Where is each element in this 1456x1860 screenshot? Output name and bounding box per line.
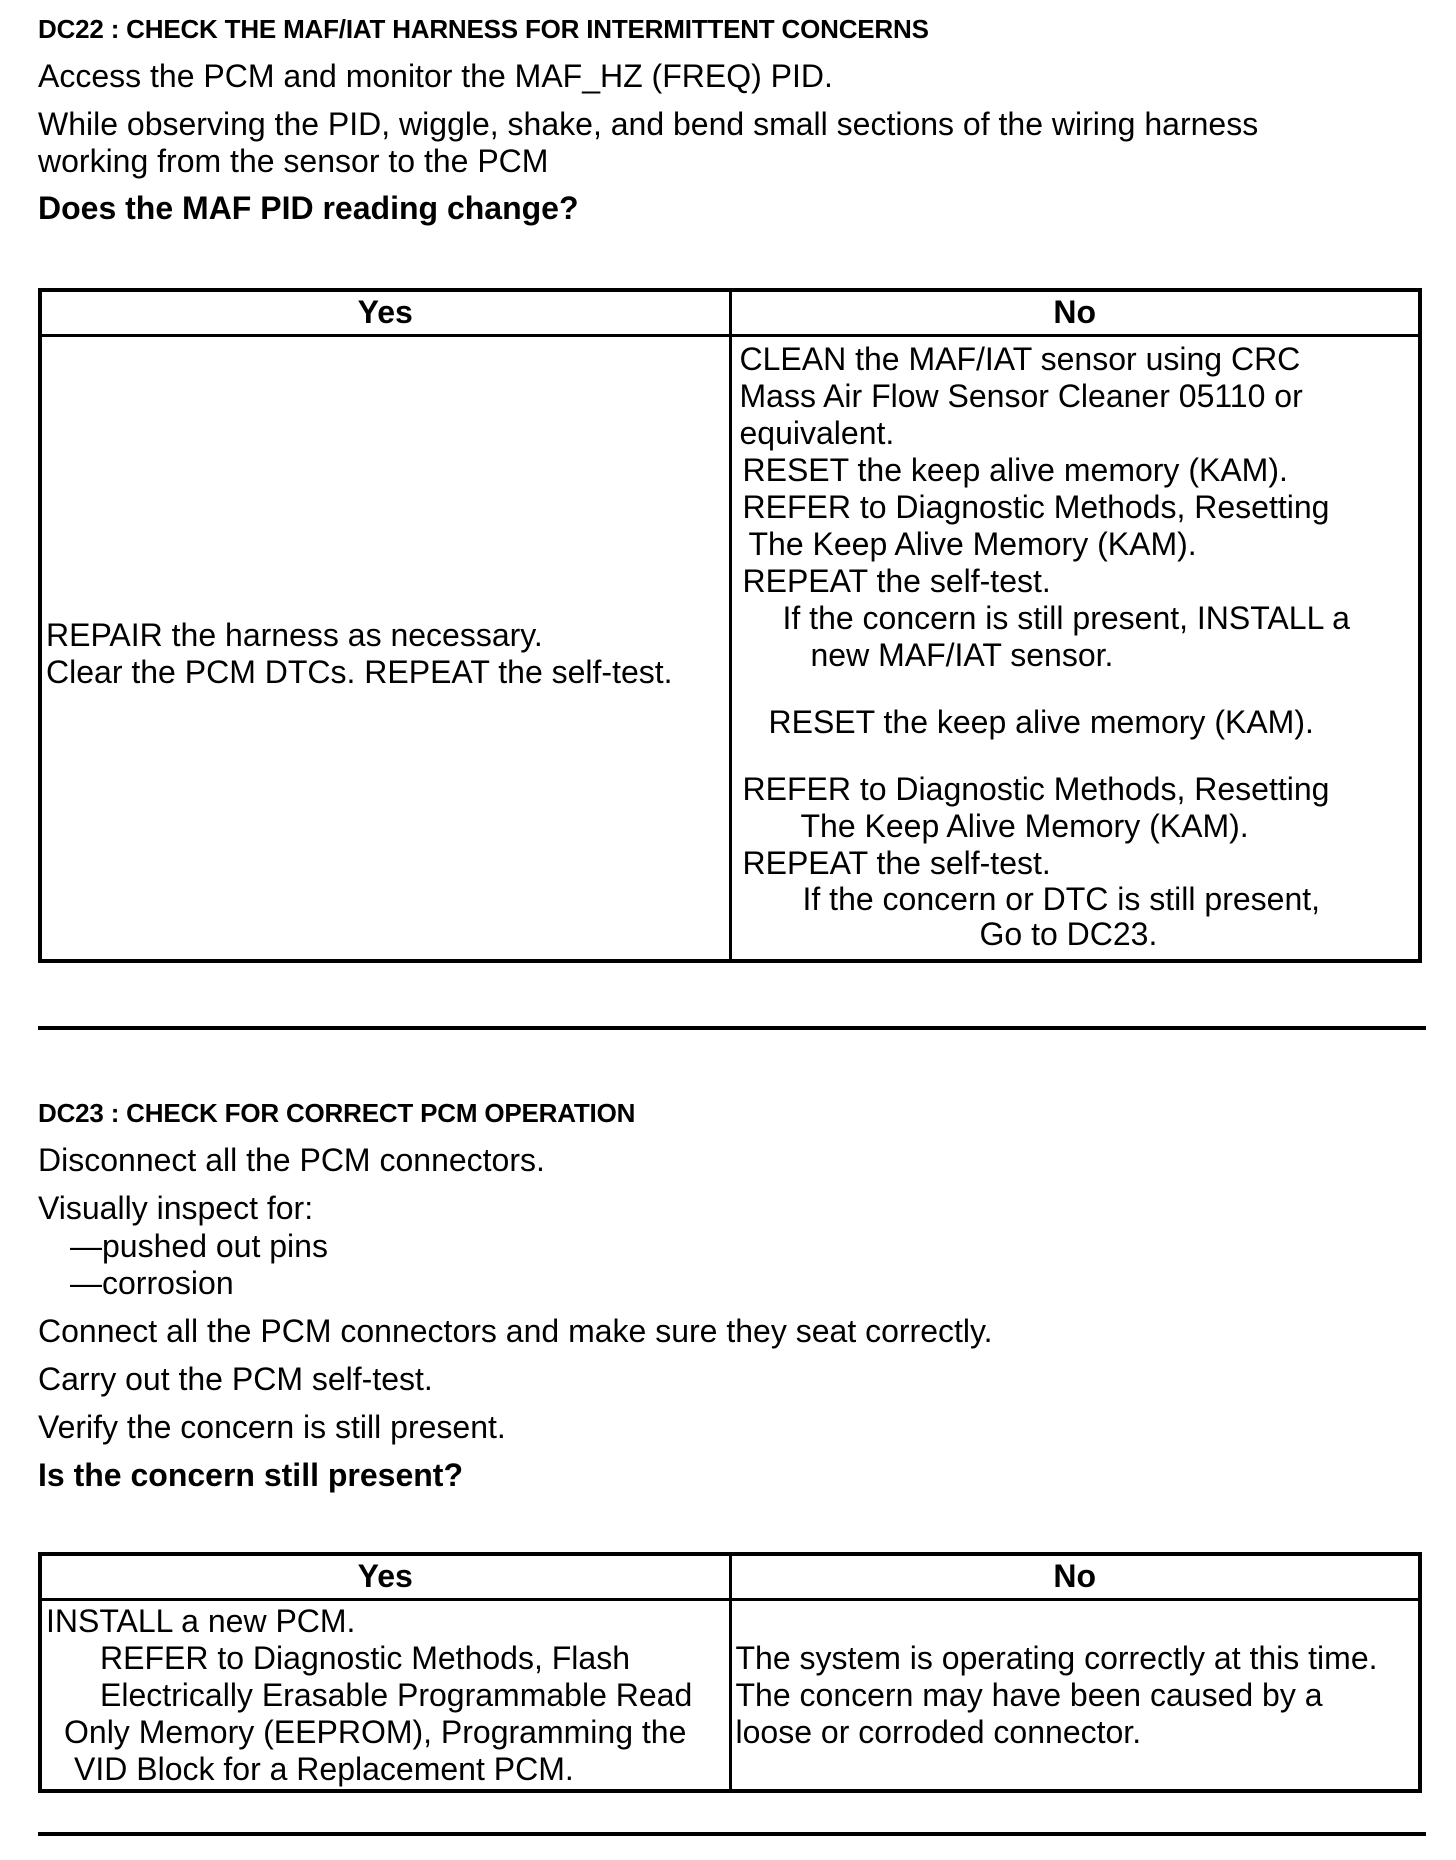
dc22-no-line: REPEAT the self-test. xyxy=(742,563,1051,599)
no-column-header: No xyxy=(730,290,1420,336)
dc23-yes-line: Only Memory (EEPROM), Programming the xyxy=(64,1714,687,1750)
dc22-question: Does the MAF PID reading change? xyxy=(38,190,579,226)
dc23-heading: DC23 : CHECK FOR CORRECT PCM OPERATION xyxy=(38,1098,636,1128)
dc23-step-verify: Verify the concern is still present. xyxy=(38,1409,506,1445)
dc22-yes-cell xyxy=(40,336,730,962)
dc22-no-line: If the concern or DTC is still present, xyxy=(802,881,1321,917)
no-column-header: No xyxy=(730,1554,1420,1600)
dc22-no-line: RESET the keep alive memory (KAM). xyxy=(768,704,1314,740)
dc23-no-line: The concern may have been caused by a xyxy=(735,1677,1323,1713)
dc22-no-line: equivalent. xyxy=(739,415,895,451)
dc23-question: Is the concern still present? xyxy=(38,1457,463,1493)
dc23-step-disconnect: Disconnect all the PCM connectors. xyxy=(38,1142,545,1178)
dc22-no-line: new MAF/IAT sensor. xyxy=(810,637,1114,673)
dc23-no-cell xyxy=(730,1600,1420,1792)
dc22-yes-line: Clear the PCM DTCs. REPEAT the self-test. xyxy=(46,654,673,690)
dc22-decision-table xyxy=(38,288,1422,963)
section-divider xyxy=(38,1026,1426,1030)
dc23-yes-line: VID Block for a Replacement PCM. xyxy=(74,1751,574,1787)
table-header-row xyxy=(40,1554,1420,1600)
table-row xyxy=(40,336,1420,962)
dc22-no-line: REPEAT the self-test. xyxy=(742,845,1051,881)
dc23-inspect-bullet: —corrosion xyxy=(70,1265,234,1301)
dc23-yes-line: REFER to Diagnostic Methods, Flash xyxy=(100,1640,630,1676)
table-header-row xyxy=(40,290,1420,336)
dc23-inspect-bullet: —pushed out pins xyxy=(70,1228,328,1264)
dc23-no-line: loose or corroded connector. xyxy=(735,1714,1142,1750)
dc22-no-line: Go to DC23. xyxy=(979,916,1158,952)
dc23-yes-line: INSTALL a new PCM. xyxy=(46,1603,356,1639)
dc22-no-line: CLEAN the MAF/IAT sensor using CRC xyxy=(739,341,1301,377)
dc22-no-line: The Keep Alive Memory (KAM). xyxy=(748,526,1197,562)
dc23-decision-table xyxy=(38,1552,1422,1793)
dc23-step-connect: Connect all the PCM connectors and make sure they seat correctly. xyxy=(38,1313,993,1349)
dc23-yes-line: Electrically Erasable Programmable Read xyxy=(100,1677,693,1713)
dc22-heading: DC22 : CHECK THE MAF/IAT HARNESS FOR INTERMITTENT CONCERNS xyxy=(38,14,929,44)
dc23-step-self-test: Carry out the PCM self-test. xyxy=(38,1361,433,1397)
dc22-no-line: Mass Air Flow Sensor Cleaner 05110 or xyxy=(739,378,1303,414)
section-divider xyxy=(38,1832,1426,1836)
dc22-no-line: The Keep Alive Memory (KAM). xyxy=(800,808,1249,844)
dc23-yes-cell xyxy=(40,1600,730,1792)
dc22-step-wiggle-line1: While observing the PID, wiggle, shake, and bend small sections of the wiring harness xyxy=(38,106,1259,142)
dc22-yes-line: REPAIR the harness as necessary. xyxy=(46,617,543,653)
dc23-no-line: The system is operating correctly at this time. xyxy=(735,1640,1378,1676)
dc22-no-line: REFER to Diagnostic Methods, Resetting xyxy=(742,489,1330,525)
yes-column-header: Yes xyxy=(40,1554,730,1600)
dc22-no-line: If the concern is still present, INSTALL a xyxy=(782,600,1350,636)
dc22-no-line: RESET the keep alive memory (KAM). xyxy=(742,452,1288,488)
dc23-step-inspect: Visually inspect for: xyxy=(38,1190,314,1226)
dc22-step-wiggle-line2: working from the sensor to the PCM xyxy=(38,143,549,179)
dc22-no-line: REFER to Diagnostic Methods, Resetting xyxy=(742,771,1330,807)
yes-column-header: Yes xyxy=(40,290,730,336)
dc22-step-monitor-pid: Access the PCM and monitor the MAF_HZ (FREQ) PID. xyxy=(38,58,833,94)
table-row xyxy=(40,1600,1420,1792)
dc22-no-cell xyxy=(730,336,1420,962)
